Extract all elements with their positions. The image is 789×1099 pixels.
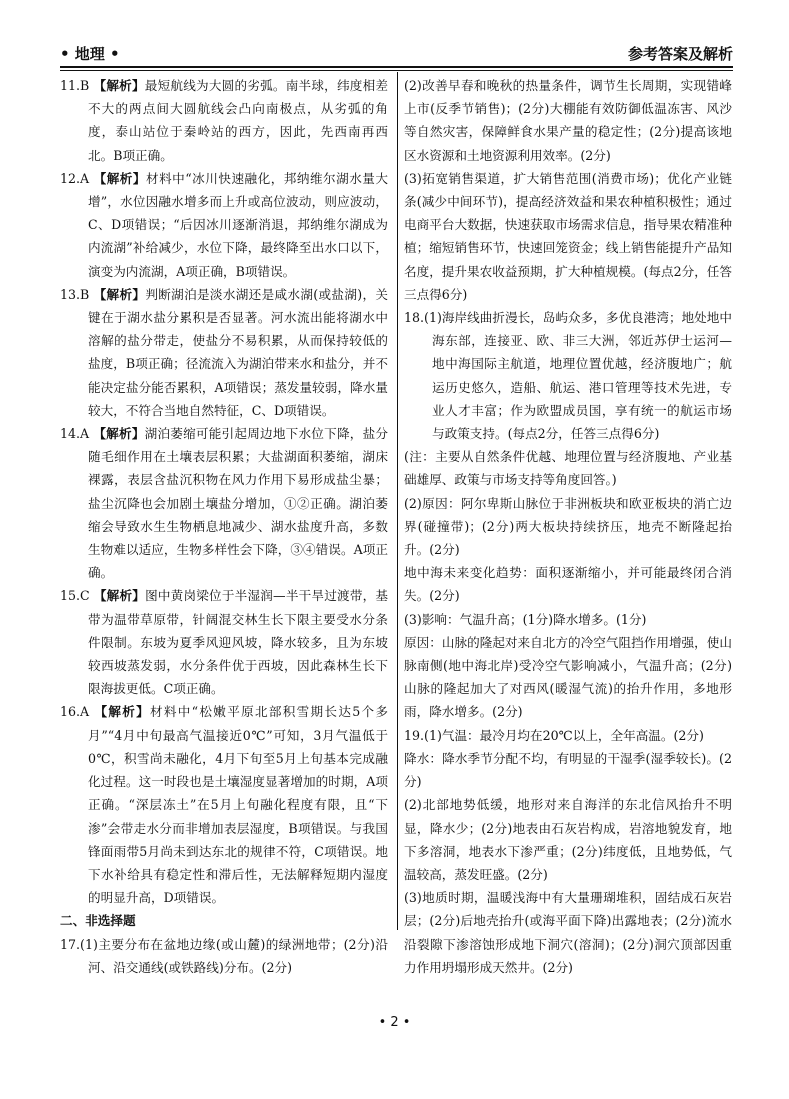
answer-item-16: 16.A 【解析】材料中“松嫩平原北部积雪期长达5个多月”“4月中旬最高气温接近0℃”可知，3月气温低于0℃，积雪尚未融化，4月下旬至5月上旬基本完成融化过程。这一时段也是土壤湿度显著增加的时期，A项正确。“深层冻土”在5月上旬融化程度有限，且“下渗”会带走水分而非增加表层湿度，B项错误。与我国锋面雨带5月尚未到达东北的规律不符，C项错误。地下水补给具有稳定性和滞后性，无法解释短期内湿度的明显升高，D项错误。 (60, 704, 388, 906)
answer-item-11: 11.B 【解析】最短航线为大圆的劣弧。南半球，纬度相差不大的两点间大圆航线会凸向南极点，从劣弧的角度，泰山站位于秦岭站的西方，因此，先西南再西北。B项正确。 (60, 78, 388, 163)
answer-18-trend: 地中海未来变化趋势：面积逐渐缩小，并可能最终闭合消失。(2分) (404, 565, 732, 604)
section-heading: 二、非选择题 (60, 913, 136, 929)
answer-17-part-3: (3)拓宽销售渠道，扩大销售范围(消费市场)；优化产业链条(减少中间环节)，提高经济效益和果农种植积极性；通过电商平台大数据，快速获取市场需求信息，指导果农精准种植；缩短销售环节，快速回笼资金；线上销售能提升产品知名度，提升果农收益预期，扩大种植规模。(每点2分，任答三点得6分) (404, 170, 732, 302)
answer-18-part-2: (2)原因：阿尔卑斯山脉位于非洲板块和欧亚板块的消亡边界(碰撞带)；(2分)两大板块持续挤压，地壳不断隆起抬升。(2分) (404, 495, 732, 558)
answer-item-14: 14.A 【解析】湖泊萎缩可能引起周边地下水位下降，盐分随毛细作用在土壤表层积累；大盐湖面积萎缩，湖床裸露，表层含盐沉积物在风力作用下易形成盐尘暴；盐尘沉降也会加剧土壤盐分增加，①②正确。湖泊萎缩会导致水生生物栖息地减少、湖水盐度升高，多数生物难以适应，生物多样性会下降，③④错误。A项正确。 (60, 426, 388, 581)
answer-19-part-2: (2)北部地势低缓，地形对来自海洋的东北信风抬升不明显，降水少；(2分)地表由石灰岩构成，岩溶地貌发育，地下多溶洞，地表水下渗严重；(2分)纬度低，且地势低，气温较高，蒸发旺盛。(2分) (404, 797, 732, 882)
answer-item-17: 17.(1)主要分布在盆地边缘(或山麓)的绿洲地带；(2分)沿河、沿交通线(或铁路线)分布。(2分) (60, 936, 388, 975)
column-divider (397, 72, 398, 930)
header-title: 参考答案及解析 (627, 45, 733, 63)
answer-18-reason: 原因：山脉的隆起对来自北方的冷空气阻挡作用增强，使山脉南侧(地中海北岸)受冷空气影响减小，气温升高；(2分)山脉的隆起加大了对西风(暖湿气流)的抬升作用，多地形雨，降水增多。(2分) (404, 634, 732, 720)
answer-19-part-3: (3)地质时期，温暖浅海中有大量珊瑚堆积，固结成石灰岩层；(2分)后地壳抬升(或海平面下降)出露地表；(2分)流水沿裂隙下渗溶蚀形成地下洞穴(溶洞)；(2分)洞穴顶部因重力作用坍塌形成天然井。(2分) (404, 890, 732, 975)
answer-19-precip: 降水：降水季节分配不均，有明显的干湿季(湿季较长)。(2分) (404, 750, 732, 790)
subject-label: • 地理 • (60, 45, 120, 63)
answer-17-part-2: (2)改善早春和晚秋的热量条件，调节生长周期，实现错峰上市(反季节销售)；(2分)大棚能有效防御低温冻害、风沙等自然灾害，保障鲜食水果产量的稳定性；(2分)提高该地区水资源和土地资源利用效率。(2分) (404, 78, 732, 163)
answer-item-18: 18.(1)海岸线曲折漫长，岛屿众多，多优良港湾；地处地中海东部，连接亚、欧、非三大洲，邻近苏伊士运河—地中海国际主航道，地理位置优越，经济腹地广；航运历史悠久，造船、航运、港口管理等技术先进，专业人才丰富；作为欧盟成员国，享有统一的航运市场与政策支持。(每点2分，任答三点得6分) (404, 310, 732, 442)
answer-18-note: (注：主要从自然条件优越、地理位置与经济腹地、产业基础雄厚、政策与市场支持等角度回答。) (404, 449, 732, 488)
page-number: • 2 • (378, 1015, 411, 1030)
page-header (60, 44, 733, 64)
answer-item-12: 12.A 【解析】材料中“冰川快速融化，邦纳维尔湖水量大增”，水位因融水增多而上升或高位波动，则应波动，C、D项错误；“后因冰川逐渐消退，邦纳维尔湖成为内流湖”补给减少，水位下降，最终降至出水口以下，演变为内流湖，A项正确，B项错误。 (60, 170, 388, 279)
left-column (60, 74, 388, 979)
answer-18-part-3: (3)影响：气温升高；(1分)降水增多。(1分) (404, 611, 647, 627)
answer-item-13: 13.B 【解析】判断湖泊是淡水湖还是咸水湖(或盐湖)，关键在于湖水盐分累积是否显著。河水流出能将湖水中溶解的盐分带走，使盐分不易积累，从而保持较低的盐度，B项正确；径流流入为湖泊带来水和盐分，并不能决定盐分能否累积，A项错误；蒸发量较弱，降水量较大，不符合当地自然特征，C、D项错误。 (60, 286, 388, 418)
right-column (404, 74, 732, 979)
header-rule-thin (60, 70, 733, 71)
answer-item-15: 15.C 【解析】图中黄岗梁位于半湿润—半干旱过渡带，基带为温带草原带，针阔混交林生长下限主要受水分条件限制。东坡为夏季风迎风坡，降水较多，且为东坡较西坡蒸发弱，水分条件优于西坡，因此森林生长下限海拔更低。C项正确。 (60, 588, 389, 697)
answer-item-19: 19.(1)气温：最冷月均在20℃以上，全年高温。(2分) (404, 727, 704, 743)
header-rule (60, 66, 733, 68)
